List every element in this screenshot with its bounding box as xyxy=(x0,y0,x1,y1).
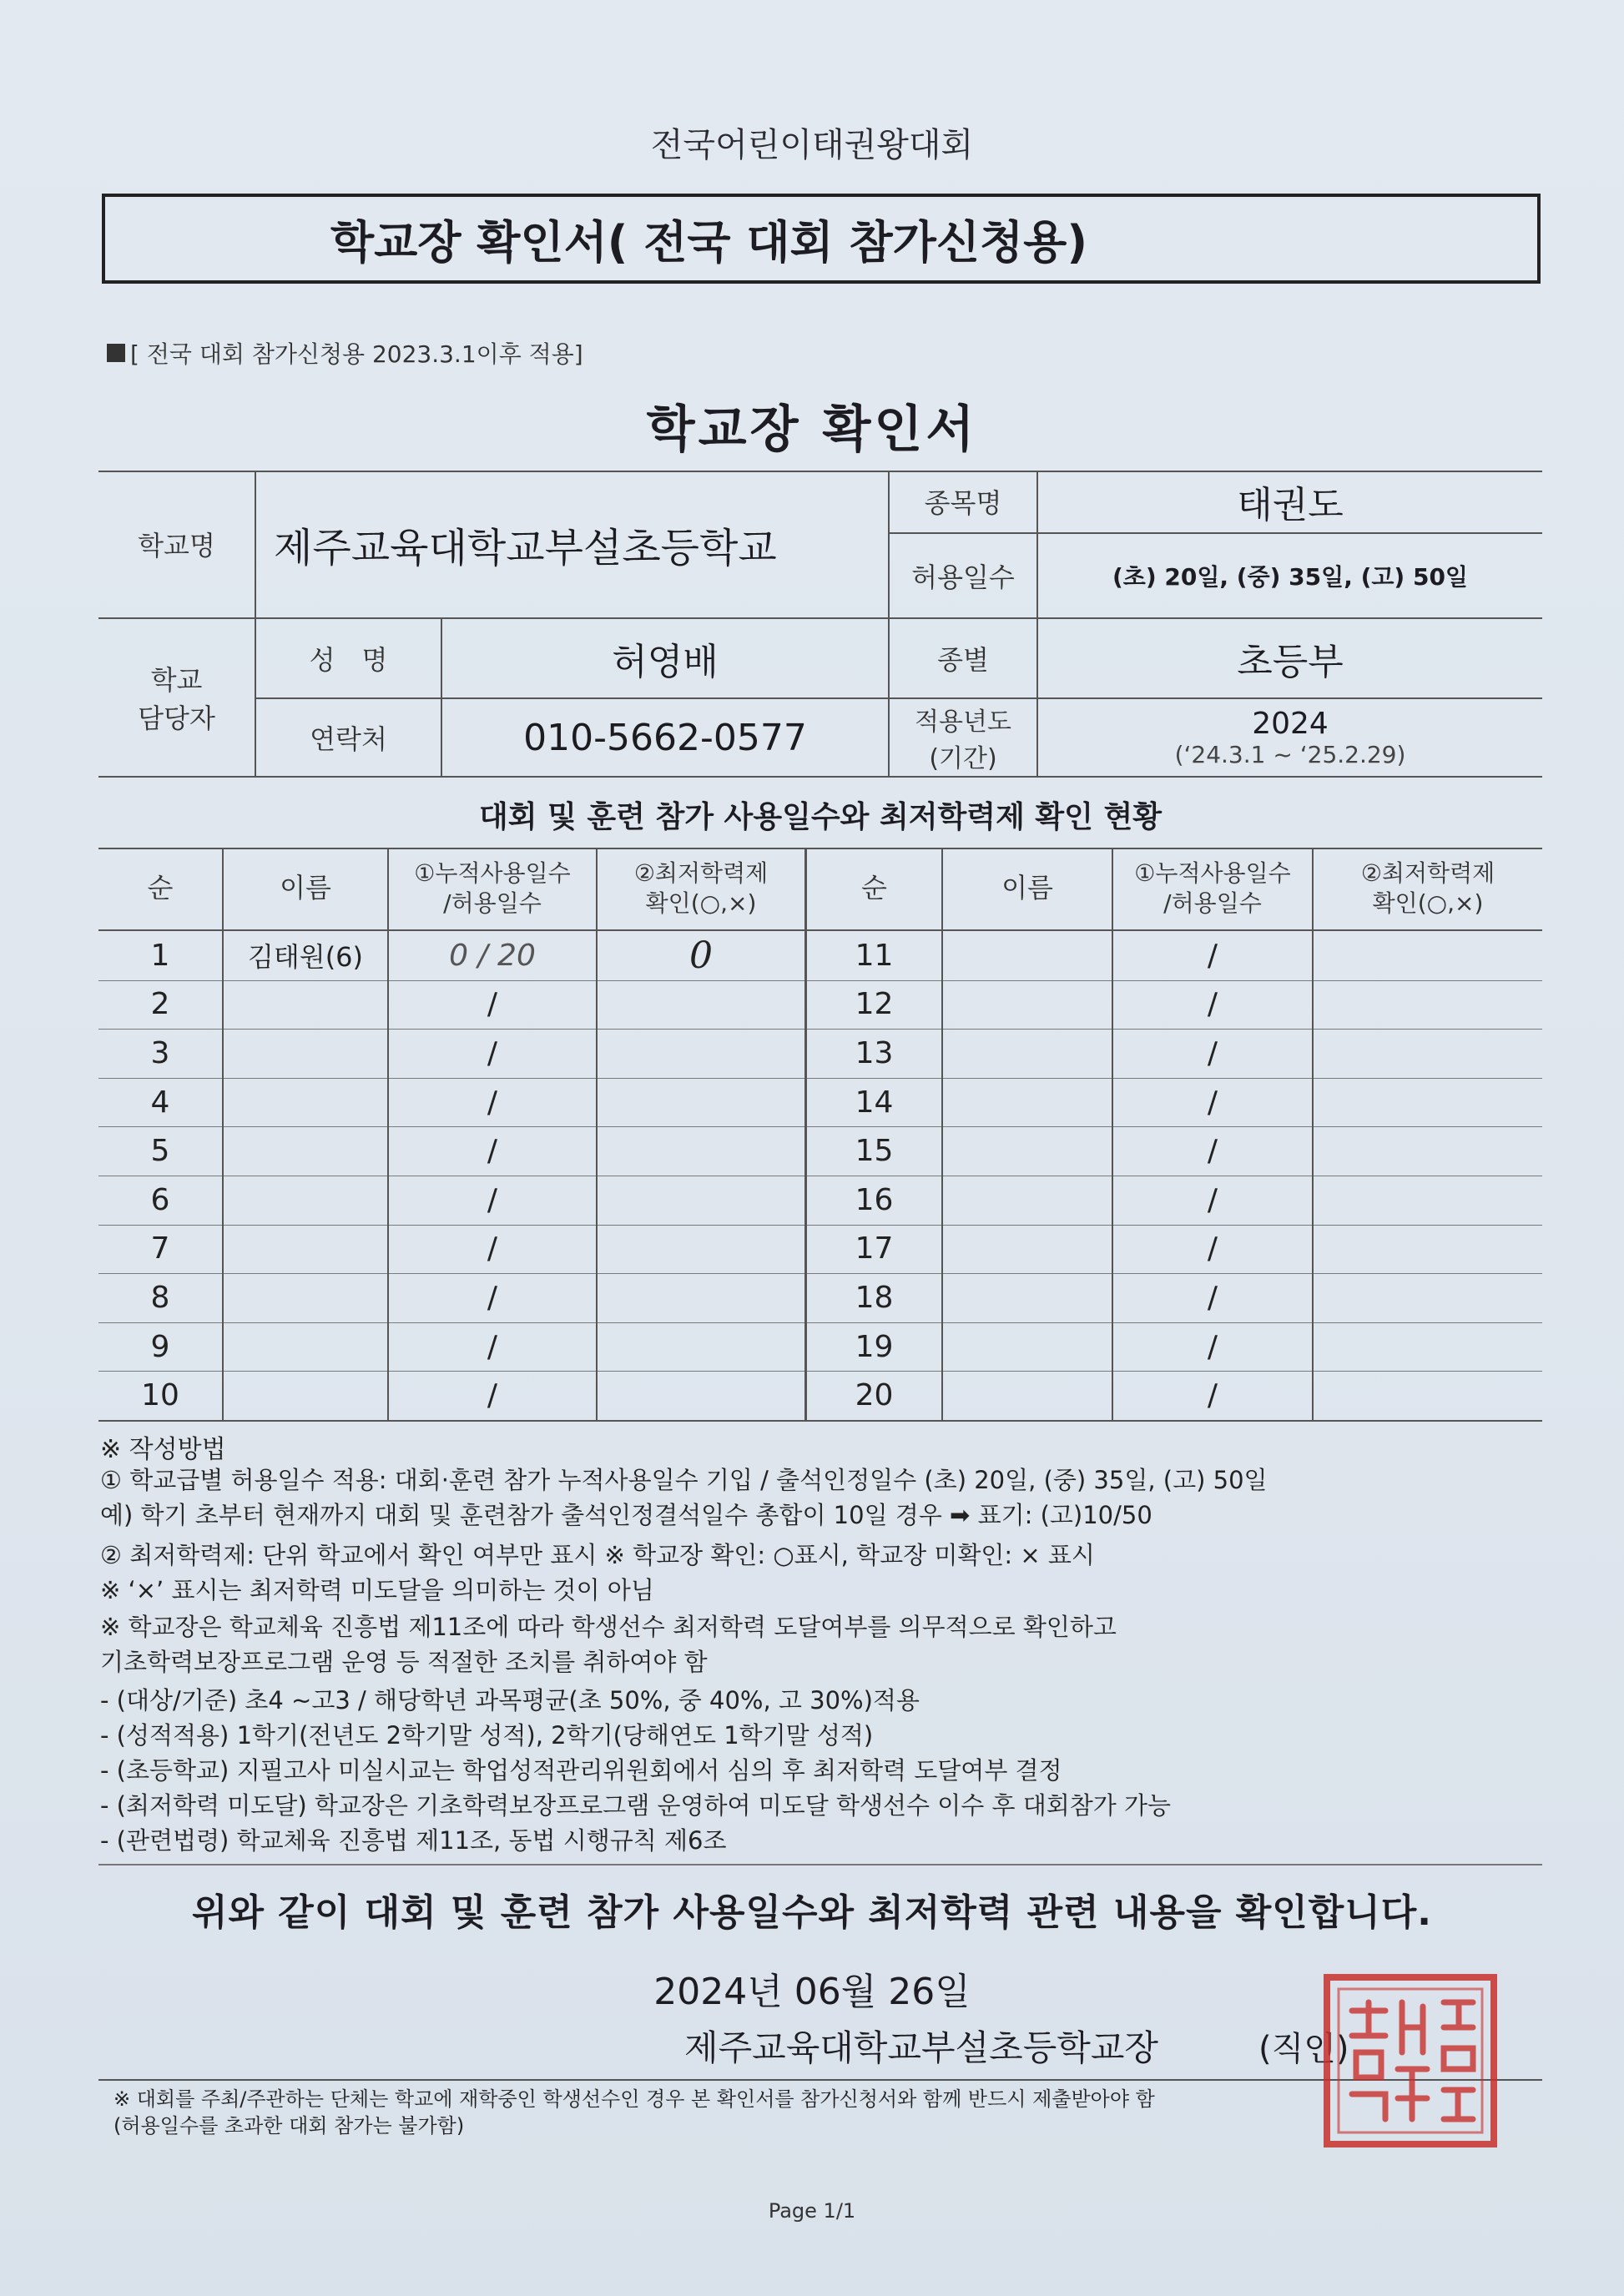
col-check-header-line2: 확인(○,×) xyxy=(645,889,757,917)
col-name-header: 이름 xyxy=(280,872,331,904)
academic-check xyxy=(598,980,804,1030)
academic-check xyxy=(598,1322,804,1372)
row-number: 2 xyxy=(150,987,170,1022)
seal-mark: (직인) xyxy=(1258,2029,1349,2068)
col-days-header-right xyxy=(1113,848,1312,929)
academic-check xyxy=(598,1126,804,1176)
row-number: 12 xyxy=(855,987,894,1022)
col-no-header: 순 xyxy=(147,872,174,904)
academic-check xyxy=(1314,1029,1542,1078)
participant-name xyxy=(224,1126,387,1176)
academic-check xyxy=(598,1225,804,1274)
participant-name xyxy=(224,980,387,1030)
row-number: 19 xyxy=(855,1329,894,1364)
days-used: / xyxy=(1207,1231,1218,1266)
square-bullet-icon xyxy=(107,344,125,362)
days-used: / xyxy=(487,1231,498,1266)
row-number: 15 xyxy=(855,1134,894,1169)
year-value-cell xyxy=(1038,699,1542,776)
academic-check xyxy=(598,1078,804,1127)
academic-check xyxy=(1314,1225,1542,1274)
contact-value: 010-5662-0577 xyxy=(523,716,807,759)
main-title: 학교장 확인서 xyxy=(646,400,978,459)
closing-statement: 위와 같이 대회 및 훈련 참가 사용일수와 최저학력 관련 내용을 확인합니다. xyxy=(191,1891,1432,1934)
academic-check: 0 xyxy=(689,934,713,977)
event-label: 종목명 xyxy=(924,487,1002,519)
days-used: / xyxy=(487,1035,498,1070)
participant-name xyxy=(943,1176,1112,1225)
participant-table xyxy=(98,848,1542,1422)
academic-check xyxy=(1314,1176,1542,1225)
organization-name: 전국어린이태권왕대회 xyxy=(650,125,974,164)
instruction-line-10: - (최저학력 미도달) 학교장은 기초학력보장프로그램 운영하여 미도달 학생선수 이수 후 대회참가 가능 xyxy=(100,1791,1172,1820)
days-used: / xyxy=(1207,987,1218,1022)
year-value: 2024 xyxy=(1252,707,1329,741)
participant-name: 김태원(6) xyxy=(247,941,364,974)
col-days-header-right-line2: /허용일수 xyxy=(1163,889,1262,917)
days-used: / xyxy=(1207,1085,1218,1120)
col-name-header-right: 이름 xyxy=(1001,872,1053,904)
page-number: Page 1/1 xyxy=(768,2199,856,2223)
allowed-days-label: 허용일수 xyxy=(911,561,1015,593)
participant-name xyxy=(224,1029,387,1078)
col-days-header xyxy=(389,848,596,929)
participant-name xyxy=(224,1078,387,1127)
event-value: 태권도 xyxy=(1237,484,1344,526)
days-used: / xyxy=(1207,1182,1218,1217)
academic-check xyxy=(1314,1126,1542,1176)
row-number: 6 xyxy=(150,1182,170,1217)
school-value: 제주교육대학교부설초등학교 xyxy=(274,524,777,571)
days-used: / xyxy=(487,1378,498,1413)
col-days-header-line1: ①누적사용일수 xyxy=(414,858,571,887)
row-number: 4 xyxy=(150,1085,170,1120)
row-number: 9 xyxy=(150,1329,170,1364)
instruction-line-3: ② 최저학력제: 단위 학교에서 확인 여부만 표시 ※ 학교장 확인: ○표시, 학교장 미확인: × 표시 xyxy=(100,1541,1095,1569)
form-title: 학교장 확인서( 전국 대회 참가신청용) xyxy=(330,215,1088,269)
col-days-header-line2: /허용일수 xyxy=(443,889,542,917)
days-used: / xyxy=(1207,1134,1218,1169)
form-title-box xyxy=(102,194,1541,284)
participant-name xyxy=(224,1176,387,1225)
division-value: 초등부 xyxy=(1237,641,1344,683)
allowed-days-value: (초) 20일, (중) 35일, (고) 50일 xyxy=(1112,563,1468,591)
days-used: / xyxy=(1207,1035,1218,1070)
instructions-heading: ※ 작성방법 xyxy=(100,1435,226,1464)
days-used: / xyxy=(487,1085,498,1120)
year-label xyxy=(890,699,1036,776)
col-check-header xyxy=(598,848,804,929)
staff-label xyxy=(98,619,255,776)
participant-name xyxy=(943,1225,1112,1274)
days-used: / xyxy=(487,987,498,1022)
contact-label: 연락처 xyxy=(310,723,387,755)
academic-check xyxy=(1314,980,1542,1030)
participant-name xyxy=(943,1322,1112,1372)
row-number: 17 xyxy=(855,1231,894,1266)
days-used: / xyxy=(1207,1378,1218,1413)
form-note xyxy=(107,334,583,372)
division-label: 종별 xyxy=(937,644,989,676)
col-check-header-right-line2: 확인(○,×) xyxy=(1372,889,1484,917)
year-label-line2: (기간) xyxy=(929,744,997,773)
instruction-line-11: - (관련법령) 학교체육 진흥법 제11조, 동법 시행규칙 제6조 xyxy=(100,1826,727,1855)
official-seal-icon xyxy=(1319,1969,1502,2152)
row-number: 18 xyxy=(855,1280,894,1315)
days-used: / xyxy=(1207,1280,1218,1315)
name-label: 성 명 xyxy=(309,644,388,676)
row-number: 5 xyxy=(150,1134,170,1169)
academic-check xyxy=(1314,1078,1542,1127)
participant-name xyxy=(943,980,1112,1030)
days-used: / xyxy=(487,1134,498,1169)
days-used: / xyxy=(487,1182,498,1217)
participant-name xyxy=(943,1371,1112,1420)
footnote xyxy=(113,2086,1155,2140)
year-label-line1: 적용년도 xyxy=(915,707,1011,737)
days-used: / xyxy=(1207,1329,1218,1364)
academic-check xyxy=(598,1371,804,1420)
confirmation-date: 2024년 06월 26일 xyxy=(653,1971,971,2013)
academic-check xyxy=(1314,1273,1542,1322)
academic-check xyxy=(1314,1322,1542,1372)
instruction-line-4: ※ ‘×’ 표시는 최저학력 미도달을 의미하는 것이 아님 xyxy=(100,1576,654,1604)
academic-check xyxy=(598,1176,804,1225)
academic-check xyxy=(1314,1371,1542,1420)
info-grid xyxy=(98,471,1542,778)
row-number: 10 xyxy=(141,1378,179,1413)
footnote-line-1: ※ 대회를 주최/주관하는 단체는 학교에 재학중인 학생선수인 경우 본 확인서를 참가신청서와 함께 반드시 제출받아야 함 xyxy=(113,2087,1155,2111)
divider xyxy=(98,1864,1542,1866)
note-text: [ 전국 대회 참가신청용 2023.3.1이후 적용] xyxy=(130,340,583,368)
participant-name xyxy=(943,1273,1112,1322)
row-number: 13 xyxy=(855,1035,894,1070)
row-number: 3 xyxy=(150,1035,170,1070)
participant-name xyxy=(224,1225,387,1274)
instruction-line-9: - (초등학교) 지필고사 미실시교는 학업성적관리위원회에서 심의 후 최저학력 도달여부 결정 xyxy=(100,1756,1062,1785)
participant-name xyxy=(943,1078,1112,1127)
row-number: 7 xyxy=(150,1231,170,1266)
col-check-header-line1: ②최저학력제 xyxy=(633,858,769,887)
participant-name xyxy=(224,1273,387,1322)
row-number: 8 xyxy=(150,1280,170,1315)
name-value: 허영배 xyxy=(612,641,719,683)
col-check-header-right xyxy=(1314,848,1542,929)
participant-name xyxy=(224,1371,387,1420)
school-label: 학교명 xyxy=(138,530,215,561)
participant-name xyxy=(943,1029,1112,1078)
footnote-line-2: (허용일수를 초과한 대회 참가는 불가함) xyxy=(113,2114,465,2138)
academic-check xyxy=(1314,931,1542,980)
days-used: / xyxy=(487,1329,498,1364)
principal-title xyxy=(684,2019,1349,2072)
staff-label-line1: 학교 xyxy=(150,664,203,696)
principal-name: 제주교육대학교부설초등학교장 xyxy=(684,2027,1159,2068)
academic-check xyxy=(598,1273,804,1322)
row-number: 14 xyxy=(855,1085,894,1120)
participant-name xyxy=(224,1322,387,1372)
days-used: / xyxy=(487,1280,498,1315)
row-number: 11 xyxy=(855,938,894,973)
col-days-header-right-line1: ①누적사용일수 xyxy=(1134,858,1291,887)
instruction-line-2: 예) 학기 초부터 현재까지 대회 및 훈련참가 출석인정결석일수 총합이 10일 경우 ➡ 표기: (고)10/50 xyxy=(100,1501,1152,1529)
instruction-line-8: - (성적적용) 1학기(전년도 2학기말 성적), 2학기(당해연도 1학기말 성적) xyxy=(100,1721,874,1750)
row-number: 20 xyxy=(855,1378,894,1413)
instruction-line-6: 기초학력보장프로그램 운영 등 적절한 조치를 취하여야 함 xyxy=(100,1648,708,1676)
instruction-line-5: ※ 학교장은 학교체육 진흥법 제11조에 따라 학생선수 최저학력 도달여부를 의무적으로 확인하고 xyxy=(100,1613,1117,1641)
instruction-line-7: - (대상/기준) 초4 ~고3 / 해당학년 과목평균(초 50%, 중 40%, 고 30%)적용 xyxy=(100,1686,920,1714)
period-value: (‘24.3.1 ~ ‘25.2.29) xyxy=(1174,741,1406,768)
staff-label-line2: 담당자 xyxy=(138,702,215,734)
section-title: 대회 및 훈련 참가 사용일수와 최저학력제 확인 현황 xyxy=(478,799,1163,834)
days-used: / xyxy=(1207,938,1218,973)
participant-name xyxy=(943,931,1112,980)
col-check-header-right-line1: ②최저학력제 xyxy=(1360,858,1495,887)
academic-check xyxy=(598,1029,804,1078)
col-no-header-right: 순 xyxy=(861,872,887,904)
instruction-line-1: ① 학교급별 허용일수 적용: 대회·훈련 참가 누적사용일수 기입 / 출석인정일수 (초) 20일, (중) 35일, (고) 50일 xyxy=(100,1466,1268,1494)
row-number: 1 xyxy=(150,938,170,973)
days-used: 0 / 20 xyxy=(449,938,536,973)
row-number: 16 xyxy=(855,1182,894,1217)
participant-name xyxy=(943,1126,1112,1176)
